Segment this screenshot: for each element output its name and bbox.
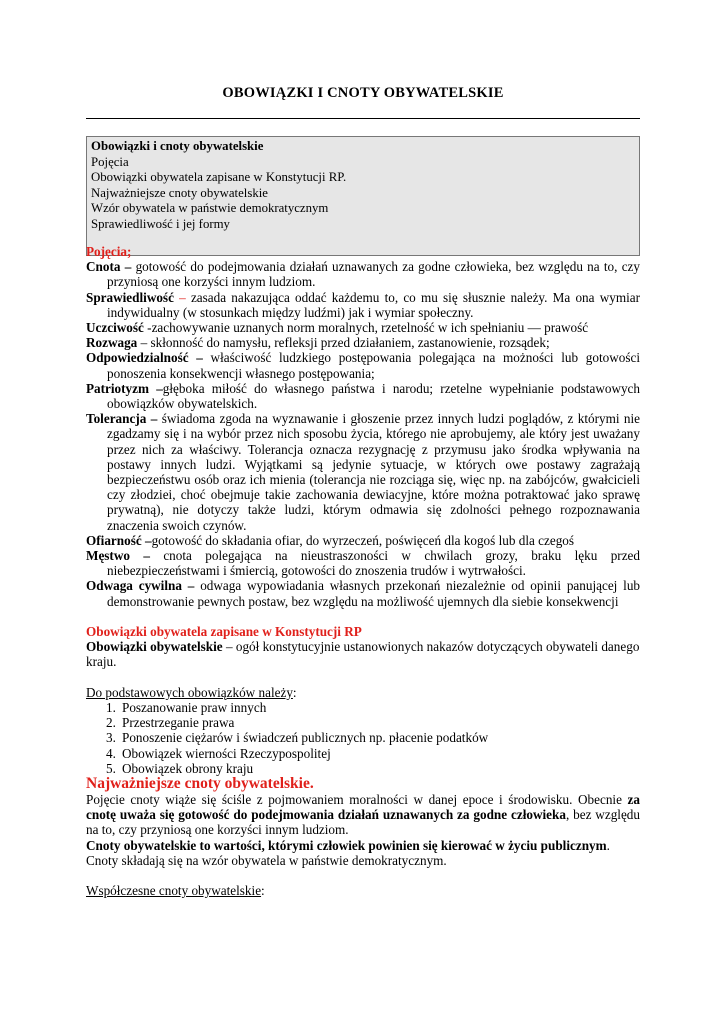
spacer: [86, 609, 640, 624]
list-item: [86, 730, 640, 745]
term-entry: [86, 411, 640, 533]
term-entry: [86, 335, 640, 350]
term-definition: właściwość ludzkiego postępowania polegająca na możności lub gotowości ponoszenia konsekwencji własnego postępowania;: [107, 350, 641, 381]
term-definition: gotowość do składania ofiar, do wyrzeczeń, poświęceń dla kogoś lub dla czegoś: [151, 532, 575, 548]
list-text: Obowiązek obrony kraju: [122, 760, 254, 776]
duties-list-intro-text: Do podstawowych obowiązków należy: [86, 684, 293, 700]
term-name: Patriotyzm: [86, 380, 149, 396]
term-separator: –: [188, 350, 211, 366]
list-number: 3.: [106, 730, 116, 746]
term-definition: głęboka miłość do własnego państwa i narodu; rzetelne wypełnianie podstawowych obowiązków obywatelskich.: [107, 380, 641, 412]
virtues-paragraph: [86, 792, 640, 838]
toc-heading: Obowiązki i cnoty obywatelskie: [91, 139, 264, 153]
term-separator: –: [137, 335, 151, 351]
toc-item: Pojęcia: [91, 154, 129, 169]
term-definition: cnota polegająca na nieustraszoności w chwilach grozy, braku lęku przed niebezpieczeństwami i śmiercią, gotowości do znoszenia trudów i wytrwałości.: [107, 548, 640, 579]
term-entry: [86, 350, 640, 380]
term-entry: [86, 381, 640, 411]
list-text: Ponoszenie ciężarów i świadczeń publicznych np. płacenie podatków: [122, 730, 489, 746]
duties-definition: [86, 639, 640, 669]
modern-virtues-label: [86, 883, 640, 898]
virtues-text: , bez względu na to, czy przyniosą one korzyści innym ludziom.: [86, 807, 640, 838]
list-item: [86, 761, 640, 776]
toc-item: Wzór obywatela w państwie demokratycznym: [91, 201, 329, 216]
term-entry: [86, 548, 640, 578]
term-definition: świadoma zgoda na wyznawanie i głoszenie przez innych ludzi poglądów, z którymi nie zgadzamy się i na wybór przez nich sposobu życia, którego nie aprobujemy, ale który jest uważany przez nich za właściwy. Tolerancja oznacza rezygnację z przymusu jako środka wpływania na postawy innych ludzi. Wyjątkami są jedynie sytuacje, w których owe postawy zagrażają bezpieczeństwu osób oraz ich mienia (tolerancja nie rozciąga się, więc np. na zabójców, gwałcicieli czy złodziei, choć obejmuje takie zachowania dewiacyjne, które można potraktować jako sprawę prywatną), nie dotyczy także ludzi, którym odmawia się zdolności pełnego rozpoznawania znaczenia swoich czynów.: [107, 411, 640, 533]
term-entry: [86, 259, 640, 289]
list-text: Przestrzeganie prawa: [122, 715, 235, 731]
document-body: [86, 244, 640, 898]
virtues-heading: Najważniejsze cnoty obywatelskie.: [86, 775, 314, 793]
title-underline: [86, 118, 640, 119]
virtues-bold-text: Cnoty obywatelskie to wartości, którymi człowiek powinien się kierować w życiu publicznym: [86, 837, 607, 853]
term-definition: zasada nakazująca oddać każdemu to, co mu się słusznie należy. Ma ona wymiar indywidualny (w stosunkach między ludźmi) jak i wymiar społeczny.: [107, 289, 640, 320]
list-number: 2.: [106, 715, 116, 731]
term-entry: [86, 533, 640, 548]
virtues-text: .: [606, 837, 610, 853]
term-name: Rozwaga: [86, 335, 138, 351]
table-of-contents-box: [86, 136, 640, 256]
term-entry: [86, 290, 640, 320]
term-separator: –: [173, 289, 191, 305]
term-separator: –: [129, 548, 164, 564]
list-number: 1.: [106, 700, 116, 716]
term-definition: odwaga wypowiadania własnych przekonań niezależnie od opinii panującej lub demonstrowanie pewnych postaw, bez względu na możliwość ujemnych dla siebie konsekwencji: [107, 578, 641, 609]
term-name: Cnota: [86, 259, 121, 275]
toc-item: Najważniejsze cnoty obywatelskie: [91, 185, 268, 200]
term-separator: –: [181, 578, 201, 594]
term-separator: –: [141, 532, 152, 548]
term-name: Odwaga cywilna: [86, 578, 182, 594]
term-entry: [86, 320, 640, 335]
virtues-paragraph: Cnoty składają się na wzór obywatela w państwie demokratycznym.: [86, 852, 447, 868]
term-definition: skłonność do namysłu, refleksji przed działaniem, zastanowienie, rozsądek;: [150, 335, 550, 351]
list-item: [86, 746, 640, 761]
concepts-heading: Pojęcia;: [86, 244, 132, 259]
term-definition: zachowywanie uznanych norm moralnych, rzetelność w ich spełnianiu — prawość: [151, 320, 589, 336]
spacer: [86, 868, 640, 883]
term-name: Męstwo: [86, 548, 130, 564]
list-number: 4.: [106, 745, 116, 761]
list-item: [86, 715, 640, 730]
virtues-paragraph: [86, 838, 640, 853]
duties-list-intro: [86, 685, 640, 700]
colon: :: [261, 883, 265, 899]
toc-item: Obowiązki obywatela zapisane w Konstytucji RP.: [91, 170, 347, 185]
term-name: Ofiarność: [86, 532, 142, 548]
spacer: [86, 670, 640, 685]
virtues-bold-text: za cnotę uważa się gotowość do podejmowania działań uznawanych za godne człowieka: [86, 792, 640, 823]
colon: :: [292, 684, 297, 700]
modern-virtues-text: Współczesne cnoty obywatelskie: [86, 883, 262, 899]
duties-term: Obowiązki obywatelskie: [86, 639, 223, 655]
term-name: Odpowiedzialność: [86, 350, 189, 366]
list-text: Poszanowanie praw innych: [122, 700, 267, 716]
virtues-text: Pojęcie cnoty wiąże się ściśle z pojmowaniem moralności w danej epoce i środowisku. Obecnie: [86, 792, 628, 808]
term-separator: -: [143, 320, 152, 336]
toc-item: Sprawiedliwość i jej formy: [91, 216, 230, 231]
term-separator: –: [148, 380, 163, 396]
term-separator: –: [120, 259, 136, 275]
term-entry: [86, 578, 640, 608]
term-name: Sprawiedliwość: [86, 289, 174, 305]
list-text: Obowiązek wierności Rzeczypospolitej: [122, 745, 331, 761]
term-separator: –: [146, 411, 162, 427]
term-definition: gotowość do podejmowania działań uznawanych za godne człowieka, bez względu na to, czy przyniosą one korzyści innym ludziom.: [107, 259, 640, 290]
list-number: 5.: [106, 760, 116, 776]
document-title: OBOWIĄZKI I CNOTY OBYWATELSKIE: [222, 85, 504, 101]
duties-definition-text: – ogół konstytucyjnie ustanowionych nakazów dotyczących obywateli danego kraju.: [86, 639, 640, 670]
duties-list: [86, 700, 640, 776]
list-item: [86, 700, 640, 715]
term-name: Uczciwość: [86, 320, 144, 336]
term-name: Tolerancja: [86, 411, 147, 427]
duties-heading: Obowiązki obywatela zapisane w Konstytucji RP: [86, 624, 362, 640]
